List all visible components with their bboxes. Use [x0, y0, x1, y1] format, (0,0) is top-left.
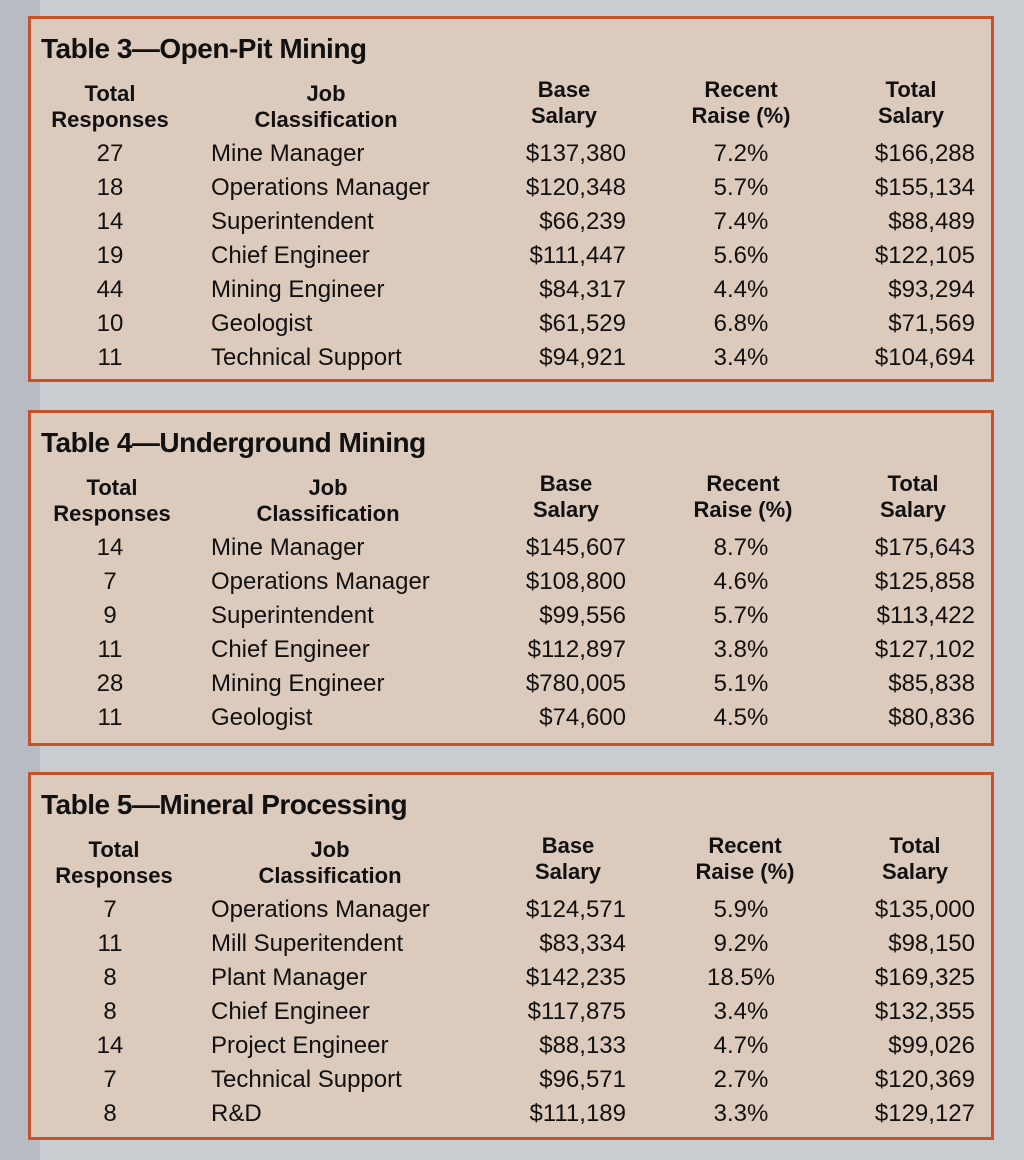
cell-total-salary: $71,569 — [888, 310, 975, 337]
cell-base-salary: $99,556 — [539, 602, 626, 629]
cell-total-responses: 28 — [96, 670, 124, 697]
cell-recent-raise: 5.7% — [713, 602, 769, 629]
cell-recent-raise: 3.4% — [713, 998, 769, 1025]
cell-total-salary: $127,102 — [874, 636, 975, 663]
table-underground-mining — [28, 410, 994, 746]
cell-total-responses: 14 — [96, 208, 124, 235]
cell-total-responses: 19 — [96, 242, 124, 269]
header-job-classification: Job Classification — [254, 81, 398, 132]
cell-job-classification: Operations Manager — [211, 568, 430, 595]
cell-job-classification: Superintendent — [211, 602, 374, 629]
cell-total-salary: $155,134 — [874, 174, 975, 201]
cell-job-classification: Chief Engineer — [211, 636, 370, 663]
cell-recent-raise: 6.8% — [713, 310, 769, 337]
cell-total-responses: 7 — [103, 568, 117, 595]
cell-recent-raise: 4.4% — [713, 276, 769, 303]
table-row — [31, 341, 991, 375]
cell-recent-raise: 2.7% — [713, 1066, 769, 1093]
table-row — [31, 961, 991, 995]
cell-total-salary: $135,000 — [874, 896, 975, 923]
cell-total-responses: 14 — [96, 1032, 124, 1059]
cell-total-salary: $175,643 — [874, 534, 975, 561]
cell-total-responses: 8 — [103, 1100, 117, 1127]
cell-job-classification: Superintendent — [211, 208, 374, 235]
table-row — [31, 633, 991, 667]
header-job-classification: Job Classification — [258, 837, 402, 888]
table-row — [31, 565, 991, 599]
cell-recent-raise: 4.5% — [713, 704, 769, 731]
header-total-responses: Total Responses — [55, 837, 173, 888]
table-row — [31, 307, 991, 341]
table-row — [31, 137, 991, 171]
cell-total-salary: $169,325 — [874, 964, 975, 991]
cell-base-salary: $120,348 — [525, 174, 626, 201]
cell-base-salary: $66,239 — [539, 208, 626, 235]
cell-recent-raise: 5.1% — [713, 670, 769, 697]
cell-recent-raise: 18.5% — [706, 964, 776, 991]
header-recent-raise: Recent Raise (%) — [695, 833, 795, 884]
cell-total-responses: 9 — [103, 602, 117, 629]
cell-total-responses: 10 — [96, 310, 124, 337]
cell-job-classification: Geologist — [211, 310, 313, 337]
cell-total-responses: 14 — [96, 534, 124, 561]
table-mineral-processing — [28, 772, 994, 1140]
cell-total-responses: 11 — [97, 930, 123, 957]
cell-recent-raise: 7.4% — [713, 208, 769, 235]
cell-job-classification: Project Engineer — [211, 1032, 389, 1059]
header-recent-raise: Recent Raise (%) — [693, 471, 793, 522]
cell-base-salary: $111,189 — [529, 1100, 626, 1127]
cell-total-salary: $93,294 — [888, 276, 975, 303]
cell-job-classification: Mill Superitendent — [211, 930, 404, 957]
cell-job-classification: Chief Engineer — [211, 242, 370, 269]
cell-total-salary: $98,150 — [888, 930, 975, 957]
cell-total-salary: $125,858 — [874, 568, 975, 595]
cell-base-salary: $61,529 — [539, 310, 626, 337]
cell-total-salary: $132,355 — [874, 998, 975, 1025]
table-row — [31, 239, 991, 273]
cell-base-salary: $780,005 — [525, 670, 626, 697]
table-title: Table 4—Underground Mining — [41, 427, 426, 458]
cell-recent-raise: 3.3% — [713, 1100, 769, 1127]
header-total-salary: Total Salary — [881, 833, 949, 884]
cell-total-responses: 7 — [103, 1066, 117, 1093]
cell-total-responses: 11 — [97, 344, 123, 371]
cell-base-salary: $88,133 — [539, 1032, 626, 1059]
cell-job-classification: Mining Engineer — [211, 276, 385, 303]
cell-total-salary: $113,422 — [876, 602, 975, 629]
cell-job-classification: R&D — [211, 1100, 262, 1127]
cell-base-salary: $111,447 — [529, 242, 626, 269]
header-base-salary: Base Salary — [532, 471, 600, 522]
cell-recent-raise: 3.8% — [713, 636, 769, 663]
cell-job-classification: Mining Engineer — [211, 670, 385, 697]
table-row — [31, 273, 991, 307]
table-open-pit-mining — [28, 16, 994, 382]
cell-base-salary: $96,571 — [539, 1066, 626, 1093]
cell-total-responses: 7 — [103, 896, 117, 923]
cell-recent-raise: 9.2% — [713, 930, 769, 957]
cell-total-salary: $85,838 — [888, 670, 975, 697]
header-recent-raise: Recent Raise (%) — [691, 77, 791, 128]
cell-base-salary: $145,607 — [525, 534, 626, 561]
table-row — [31, 171, 991, 205]
table-row — [31, 205, 991, 239]
cell-total-responses: 11 — [97, 704, 123, 731]
table-row — [31, 1029, 991, 1063]
cell-recent-raise: 5.6% — [713, 242, 769, 269]
cell-total-responses: 44 — [96, 276, 124, 303]
table-row — [31, 1063, 991, 1097]
cell-recent-raise: 4.7% — [713, 1032, 769, 1059]
cell-recent-raise: 8.7% — [713, 534, 769, 561]
table-title: Table 5—Mineral Processing — [41, 789, 408, 820]
cell-total-responses: 18 — [96, 174, 124, 201]
cell-base-salary: $108,800 — [525, 568, 626, 595]
table-title: Table 3—Open-Pit Mining — [41, 33, 367, 64]
cell-job-classification: Technical Support — [211, 1066, 402, 1093]
cell-total-responses: 8 — [103, 964, 117, 991]
table-row — [31, 893, 991, 927]
cell-job-classification: Chief Engineer — [211, 998, 370, 1025]
cell-job-classification: Mine Manager — [211, 140, 365, 167]
cell-recent-raise: 5.7% — [713, 174, 769, 201]
cell-total-salary: $129,127 — [874, 1100, 975, 1127]
table-row — [31, 1097, 991, 1131]
cell-recent-raise: 3.4% — [713, 344, 769, 371]
cell-total-salary: $166,288 — [874, 140, 975, 167]
cell-recent-raise: 4.6% — [713, 568, 769, 595]
header-job-classification: Job Classification — [256, 475, 400, 526]
header-total-responses: Total Responses — [51, 81, 169, 132]
cell-total-salary: $88,489 — [888, 208, 975, 235]
cell-job-classification: Operations Manager — [211, 174, 430, 201]
cell-recent-raise: 7.2% — [713, 140, 769, 167]
cell-base-salary: $74,600 — [539, 704, 626, 731]
cell-job-classification: Geologist — [211, 704, 313, 731]
table-row — [31, 701, 991, 735]
cell-total-responses: 11 — [97, 636, 123, 663]
table-row — [31, 599, 991, 633]
header-total-responses: Total Responses — [53, 475, 171, 526]
table-row — [31, 995, 991, 1029]
header-total-salary: Total Salary — [879, 471, 947, 522]
cell-job-classification: Mine Manager — [211, 534, 365, 561]
cell-base-salary: $124,571 — [525, 896, 626, 923]
cell-job-classification: Plant Manager — [211, 964, 368, 991]
cell-base-salary: $112,897 — [527, 636, 626, 663]
header-base-salary: Base Salary — [534, 833, 602, 884]
cell-base-salary: $83,334 — [539, 930, 626, 957]
cell-base-salary: $94,921 — [539, 344, 626, 371]
cell-total-responses: 27 — [96, 140, 124, 167]
header-total-salary: Total Salary — [877, 77, 945, 128]
cell-total-salary: $80,836 — [888, 704, 975, 731]
cell-base-salary: $142,235 — [525, 964, 626, 991]
cell-recent-raise: 5.9% — [713, 896, 769, 923]
cell-total-responses: 8 — [103, 998, 117, 1025]
cell-base-salary: $84,317 — [539, 276, 626, 303]
cell-job-classification: Technical Support — [211, 344, 402, 371]
cell-base-salary: $117,875 — [527, 998, 626, 1025]
cell-total-salary: $120,369 — [874, 1066, 975, 1093]
table-row — [31, 927, 991, 961]
cell-job-classification: Operations Manager — [211, 896, 430, 923]
header-base-salary: Base Salary — [530, 77, 598, 128]
cell-total-salary: $104,694 — [874, 344, 975, 371]
cell-base-salary: $137,380 — [525, 140, 626, 167]
table-row — [31, 531, 991, 565]
table-row — [31, 667, 991, 701]
cell-total-salary: $122,105 — [874, 242, 975, 269]
cell-total-salary: $99,026 — [888, 1032, 975, 1059]
